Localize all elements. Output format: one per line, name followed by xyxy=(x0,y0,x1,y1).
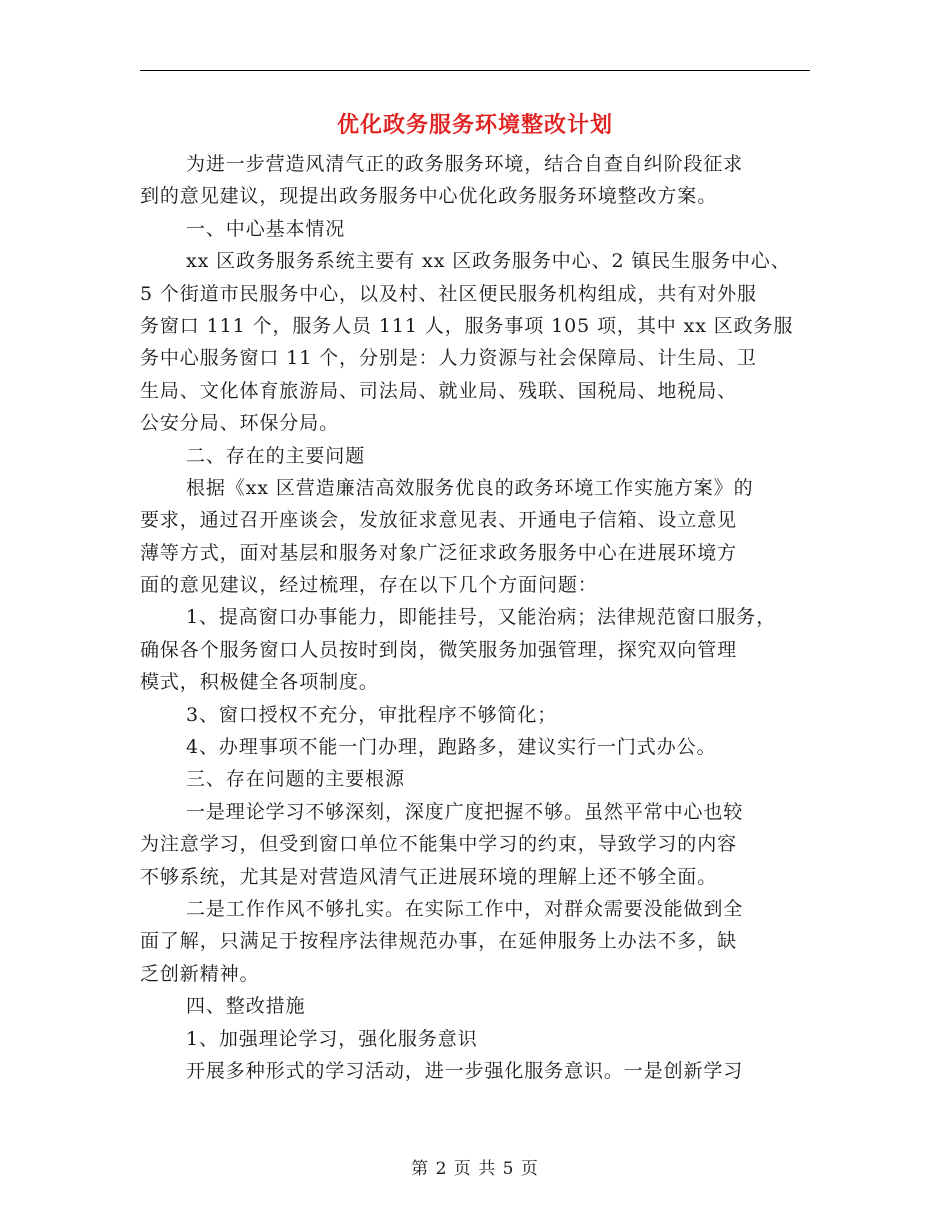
paragraph-line: xx 区政务服务系统主要有 xx 区政务服务中心、2 镇民生服务中心、 xyxy=(186,250,791,273)
paragraph-line: 薄等方式，面对基层和服务对象广泛征求政务服务中心在进展环境方 xyxy=(140,541,738,564)
paragraph-line: 不够系统，尤其是对营造风清气正进展环境的理解上还不够全面。 xyxy=(140,865,718,888)
paragraph-line: 确保各个服务窗口人员按时到岗，微笑服务加强管理，探究双向管理 xyxy=(140,638,738,661)
paragraph-line: 根据《xx 区营造廉洁高效服务优良的政务环境工作实施方案》的 xyxy=(186,476,754,499)
list-item: 1、提高窗口办事能力，即能挂号，又能治病；法律规范窗口服务， xyxy=(186,606,777,629)
paragraph-line: 到的意见建议，现提出政务服务中心优化政务服务环境整改方案。 xyxy=(140,185,718,208)
paragraph-line: 为进一步营造风清气正的政务服务环境，结合自查自纠阶段征求 xyxy=(186,153,744,175)
paragraph-line: 要求，通过召开座谈会，发放征求意见表、开通电子信箱、设立意见 xyxy=(140,509,738,532)
paragraph-line: 为注意学习，但受到窗口单位不能集中学习的约束，导致学习的内容 xyxy=(140,833,738,856)
paragraph-line: 务中心服务窗口 11 个，分别是：人力资源与社会保障局、计生局、卫 xyxy=(140,347,757,370)
paragraph-line: 5 个街道市民服务中心，以及村、社区便民服务机构组成，共有对外服 xyxy=(140,282,757,305)
paragraph-line: 生局、文化体育旅游局、司法局、就业局、残联、国税局、地税局、 xyxy=(140,379,738,402)
paragraph-line: 务窗口 111 个，服务人员 111 人，服务事项 105 项，其中 xx 区政务服 xyxy=(140,314,794,337)
paragraph-line: 公安分局、环保分局。 xyxy=(140,412,340,435)
paragraph-line: 面的意见建议，经过梳理，存在以下几个方面问题： xyxy=(140,574,598,597)
paragraph-line: 一是理论学习不够深刻，深度广度把握不够。虽然平常中心也较 xyxy=(186,800,744,823)
section-heading: 二、存在的主要问题 xyxy=(186,444,366,467)
document-body xyxy=(140,148,820,1087)
paragraph-line: 模式，积极健全各项制度。 xyxy=(140,671,379,694)
subsection-heading: 1、加强理论学习，强化服务意识 xyxy=(186,1027,478,1050)
page-number: 第 2 页 共 5 页 xyxy=(411,1159,539,1179)
document-title: 优化政务服务环境整改计划 xyxy=(336,112,613,138)
list-item: 3、窗口授权不充分，审批程序不够简化； xyxy=(186,703,558,726)
paragraph-line: 面了解，只满足于按程序法律规范办事，在延伸服务上办法不多，缺 xyxy=(140,930,738,953)
list-item: 4、办理事项不能一门办理，跑路多，建议实行一门式办公。 xyxy=(186,736,717,759)
header-rule xyxy=(140,70,810,71)
paragraph-line: 乏创新精神。 xyxy=(140,962,260,985)
section-heading: 四、整改措施 xyxy=(186,995,306,1018)
section-heading: 三、存在问题的主要根源 xyxy=(186,768,405,791)
paragraph-line: 开展多种形式的学习活动，进一步强化服务意识。一是创新学习 xyxy=(186,1059,744,1082)
section-heading: 一、中心基本情况 xyxy=(186,217,346,240)
paragraph-line: 二是工作作风不够扎实。在实际工作中，对群众需要没能做到全 xyxy=(186,897,744,920)
